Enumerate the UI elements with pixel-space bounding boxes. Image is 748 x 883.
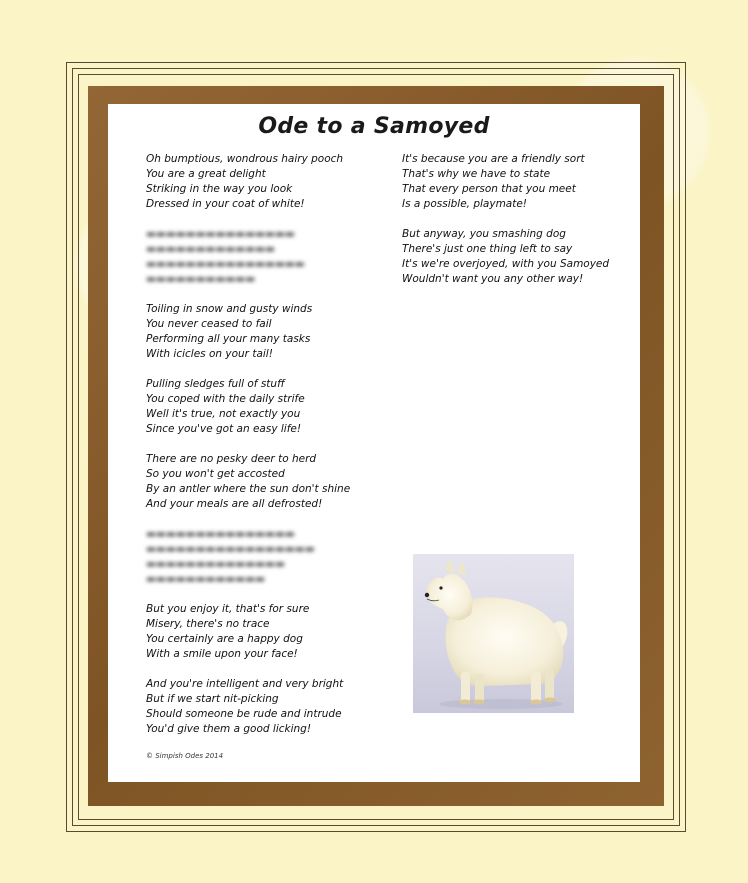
poem-title: Ode to a Samoyed <box>258 114 490 139</box>
poem-line: By an antler where the sun don't shine <box>146 483 351 495</box>
poem-line: With a smile upon your face! <box>146 648 298 660</box>
stanza-8 <box>402 227 622 287</box>
stanza-7 <box>402 152 622 212</box>
stanza-1 <box>146 152 376 212</box>
poem-line: You certainly are a happy dog <box>146 633 303 645</box>
poem-line: Striking in the way you look <box>146 183 293 195</box>
poem-line: Is a possible, playmate! <box>402 198 528 210</box>
poem-line: And you're intelligent and very bright <box>146 678 344 690</box>
poem-line: Oh bumptious, wondrous hairy pooch <box>146 153 344 165</box>
blurred-stanza: ▬▬▬▬▬▬▬▬▬▬▬▬▬▬▬ ▬▬▬▬▬▬▬▬▬▬▬▬▬▬▬▬▬ ▬▬▬▬▬▬▬▬▬▬▬▬▬▬ ▬▬▬▬▬▬▬▬▬▬▬▬ <box>146 528 315 585</box>
poem-line: Well it's true, not exactly you <box>146 408 301 420</box>
poem-line: With icicles on your tail! <box>146 348 273 360</box>
stanza-6 <box>146 677 376 737</box>
poem-left-column <box>146 152 376 752</box>
poem-line: But if we start nit-picking <box>146 693 279 705</box>
poem-line: Toiling in snow and gusty winds <box>146 303 313 315</box>
poem-line: That's why we have to state <box>402 168 551 180</box>
poem-line: Performing all your many tasks <box>146 333 311 345</box>
poem-line: Should someone be rude and intrude <box>146 708 342 720</box>
poem-page <box>108 104 640 782</box>
poem-line: There are no pesky deer to herd <box>146 453 317 465</box>
poem-line: Since you've got an easy life! <box>146 423 302 435</box>
poem-line: So you won't get accosted <box>146 468 285 480</box>
blurred-stanza: ▬▬▬▬▬▬▬▬▬▬▬▬▬▬▬ ▬▬▬▬▬▬▬▬▬▬▬▬▬ ▬▬▬▬▬▬▬▬▬▬▬▬▬▬▬▬ ▬▬▬▬▬▬▬▬▬▬▬ <box>146 228 305 285</box>
poem-line: You coped with the daily strife <box>146 393 305 405</box>
poem-line: Wouldn't want you any other way! <box>402 273 584 285</box>
poem-line: Dressed in your coat of white! <box>146 198 305 210</box>
samoyed-dog-illustration <box>413 554 574 713</box>
poem-line: Misery, there's no trace <box>146 618 270 630</box>
poem-line: You'd give them a good licking! <box>146 723 312 735</box>
copyright-credit: © Simpish Odes 2014 <box>146 752 224 760</box>
poem-line: There's just one thing left to say <box>402 243 573 255</box>
poem-line: It's because you are a friendly sort <box>402 153 585 165</box>
poem-line: It's we're overjoyed, with you Samoyed <box>402 258 610 270</box>
poem-line: And your meals are all defrosted! <box>146 498 323 510</box>
poem-line: You are a great delight <box>146 168 266 180</box>
poem-line: But anyway, you smashing dog <box>402 228 566 240</box>
stanza-4 <box>146 452 376 512</box>
stanza-3 <box>146 377 376 437</box>
poem-right-column <box>402 152 622 302</box>
stanza-2 <box>146 302 376 362</box>
poem-line: That every person that you meet <box>402 183 576 195</box>
stanza-5 <box>146 602 376 662</box>
poem-line: You never ceased to fail <box>146 318 272 330</box>
samoyed-photo <box>413 554 574 713</box>
poem-line: But you enjoy it, that's for sure <box>146 603 310 615</box>
poem-line: Pulling sledges full of stuff <box>146 378 285 390</box>
